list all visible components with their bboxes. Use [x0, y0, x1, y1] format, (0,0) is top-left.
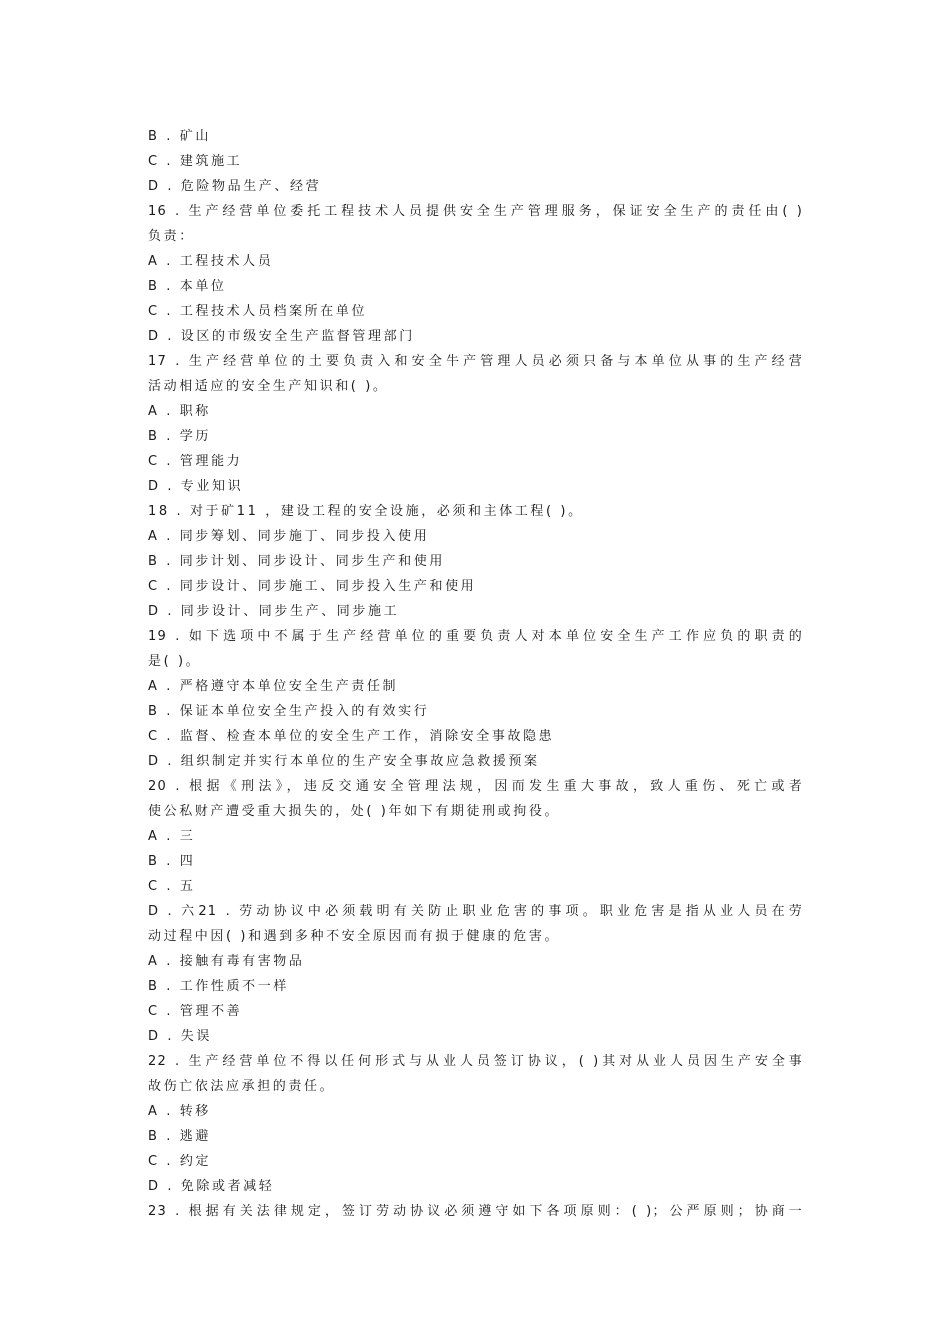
text-line: A . 三 [148, 829, 196, 844]
text-line: 负责： [148, 229, 195, 244]
text-line: 活动相适应的安全生产知识和( )。 [148, 379, 389, 394]
text-line: C . 工程技术人员档案所在单位 [148, 304, 368, 319]
text-line: C . 建筑施工 [148, 154, 243, 169]
text-line: C . 同步设计、同步施工、同步投入生产和使用 [148, 579, 477, 594]
text-line: 23 . 根据有关法律规定，签订劳动协议必须遵守如下各项原则：( )；公严原则；协商一 [148, 1204, 803, 1219]
text-line: 动过程中因( )和遇到多种不安全原因而有损于健康的危害。 [148, 929, 561, 944]
text-line: D . 危险物品生产、经营 [148, 179, 322, 194]
text-line: A . 同步筹划、同步施丁、同步投入使用 [148, 529, 430, 544]
text-line: 17 . 生产经营单位的土要负责入和安全牛产管理人员必须只备与本单位从事的生产经营 [148, 354, 803, 369]
text-line: C . 监督、检查本单位的安全生产工作，消除安全事故隐患 [148, 729, 555, 744]
text-line: C . 五 [148, 879, 196, 894]
text-line: D . 免除或者减轻 [148, 1179, 275, 1194]
text-line: 故伤亡依法应承担的责任。 [148, 1079, 336, 1094]
text-line: A . 严格遵守本单位安全生产责任制 [148, 679, 399, 694]
text-line: A . 工程技术人员 [148, 254, 274, 269]
text-line: A . 接触有毒有害物品 [148, 954, 305, 969]
text-line: D . 同步设计、同步生产、同步施工 [148, 604, 400, 619]
text-line: B . 学历 [148, 429, 211, 444]
text-line: C . 管理不善 [148, 1004, 243, 1019]
document-body [148, 124, 803, 1224]
text-line: B . 同步计划、同步设计、同步生产和使用 [148, 554, 445, 569]
text-line: 20 . 根据《刑法》，违反交通安全管理法规，因而发生重大事故，致人重伤、死亡或者 [148, 779, 803, 794]
text-line: 22 . 生产经营单位不得以任何形式与从业人员签订协议，( )其对从业人员因生产安全事 [148, 1054, 803, 1069]
text-line: B . 四 [148, 854, 196, 869]
text-line: C . 管理能力 [148, 454, 243, 469]
text-line: B . 保证本单位安全生产投入的有效实行 [148, 704, 430, 719]
text-line: B . 矿山 [148, 129, 211, 144]
text-line: 使公私财产遭受重大损失的，处( )年如下有期徒刑或拘役。 [148, 804, 561, 819]
text-line: A . 职称 [148, 404, 211, 419]
text-line: D . 设区的市级安全生产监督管理部门 [148, 329, 415, 344]
text-line: B . 工作性质不一样 [148, 979, 289, 994]
text-line: 是( )。 [148, 654, 202, 669]
text-line: D . 六21 . 劳动协议中必须载明有关防止职业危害的事项。职业危害是指从业人员在劳 [148, 904, 803, 919]
text-line: 16 . 生产经营单位委托工程技术人员提供安全生产管理服务，保证安全生产的责任由( ) [148, 204, 803, 219]
text-line: D . 失误 [148, 1029, 213, 1044]
text-line: B . 本单位 [148, 279, 227, 294]
text-line: 19 . 如下选项中不属于生产经营单位的重要负责人对本单位安全生产工作应负的职责的 [148, 629, 803, 644]
text-line: A . 转移 [148, 1104, 211, 1119]
text-line: C . 约定 [148, 1154, 212, 1169]
text-line: D . 专业知识 [148, 479, 244, 494]
text-line: D . 组织制定并实行本单位的生产安全事故应急救援预案 [148, 754, 540, 769]
text-line: 18 . 对于矿11 ，建设工程的安全设施，必须和主体工程( )。 [148, 504, 584, 519]
text-line: B . 逃避 [148, 1129, 211, 1144]
